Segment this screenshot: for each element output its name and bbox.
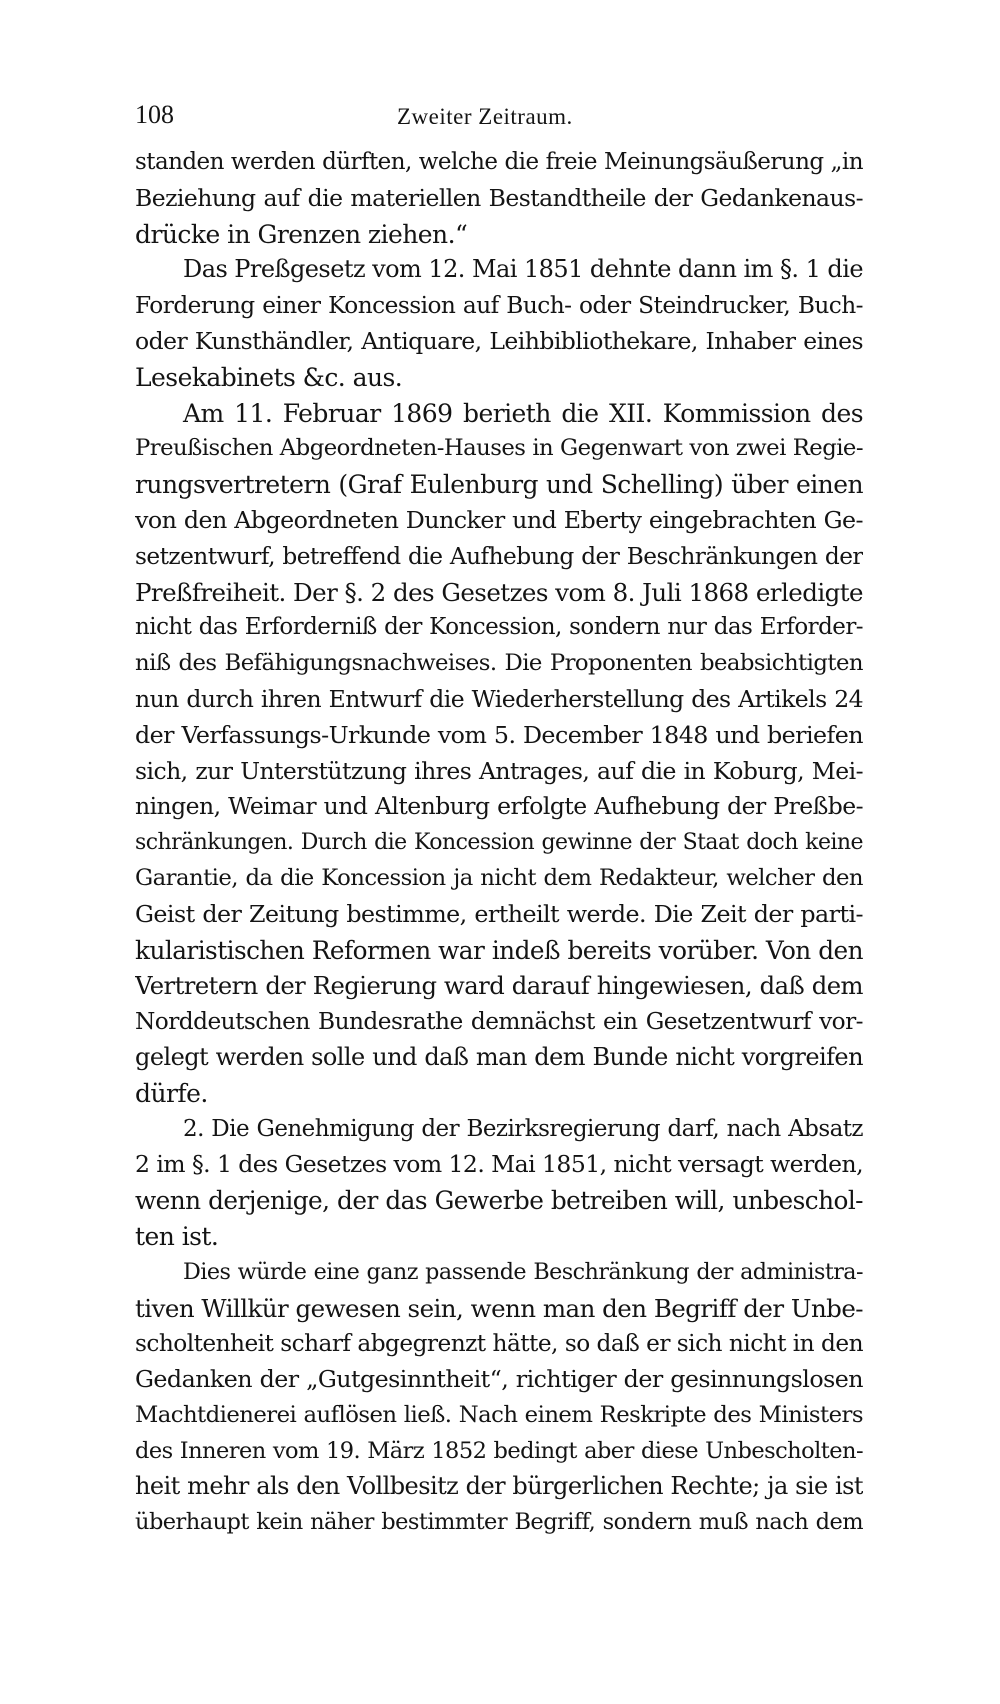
text-line: von den Abgeordneten Duncker und Eberty eingebrachten Ge-: [135, 505, 863, 534]
text-line: niß des Befähigungsnachweises. Die Proponenten beabsichtigten: [135, 650, 863, 677]
text-line: kularistischen Reformen war indeß bereits vorüber. Von den: [135, 935, 863, 965]
text-line: scholtenheit scharf abgegrenzt hätte, so daß er sich nicht in den: [135, 1330, 863, 1358]
text-line: Das Preßgesetz vom 12. Mai 1851 dehnte dann im §. 1 die: [183, 255, 863, 284]
running-head: Zweiter Zeitraum.: [397, 104, 573, 129]
text-line: Dies würde eine ganz passende Beschränkung der administra-: [183, 1258, 863, 1285]
page-header: [135, 100, 865, 140]
text-line: überhaupt kein näher bestimmter Begriff, sondern muß nach dem: [135, 1509, 863, 1536]
page-number: 108: [135, 100, 174, 129]
text-line: der Verfassungs-Urkunde vom 5. December 1848 und beriefen: [135, 720, 863, 749]
text-line: des Inneren vom 19. März 1852 bedingt aber diese Unbescholten-: [135, 1437, 863, 1464]
text-line: Machtdienerei auflösen ließ. Nach einem Reskripte des Ministers: [135, 1401, 863, 1428]
text-line: Gedanken der „Gutgesinntheit“, richtiger der gesinnungslosen: [135, 1365, 863, 1394]
text-line: sich, zur Unterstützung ihres Antrages, auf die in Koburg, Mei-: [135, 756, 863, 785]
text-line: nicht das Erforderniß der Koncession, sondern nur das Erforder-: [135, 614, 863, 641]
text-line: Vertretern der Regierung ward darauf hingewiesen, daß dem: [135, 971, 863, 1001]
text-line: standen werden dürften, welche die freie Meinungsäußerung „in: [135, 149, 863, 175]
text-line: heit mehr als den Vollbesitz der bürgerlichen Rechte; ja sie ist: [135, 1472, 863, 1501]
text-line: dürfe.: [135, 1078, 208, 1108]
text-line: Norddeutschen Bundesrathe demnächst ein Gesetzentwurf vor-: [135, 1008, 863, 1036]
text-line: nun durch ihren Entwurf die Wiederherstellung des Artikels 24: [135, 684, 863, 713]
text-line: ten ist.: [135, 1221, 219, 1251]
text-line: schränkungen. Durch die Koncession gewinne der Staat doch keine: [135, 830, 863, 856]
text-line: gelegt werden solle und daß man dem Bunde nicht vorgreifen: [135, 1042, 863, 1071]
text-line: Lesekabinets &c. aus.: [135, 362, 403, 392]
text-line: Preßfreiheit. Der §. 2 des Gesetzes vom 8. Juli 1868 erledigte: [135, 577, 863, 607]
text-line: tiven Willkür gewesen sein, wenn man den Begriff der Unbe-: [135, 1293, 863, 1323]
text-line: 2. Die Genehmigung der Bezirksregierung darf, nach Absatz: [183, 1115, 863, 1142]
text-line: drücke in Grenzen ziehen.“: [135, 219, 468, 249]
text-line: rungsvertretern (Graf Eulenburg und Schelling) über einen: [135, 470, 863, 500]
text-line: wenn derjenige, der das Gewerbe betreiben will, unbeschol-: [135, 1186, 863, 1216]
text-line: Geist der Zeitung bestimme, ertheilt werde. Die Zeit der parti-: [135, 899, 863, 928]
text-line: setzentwurf, betreffend die Aufhebung der Beschränkungen der: [135, 542, 863, 570]
text-line: 2 im §. 1 des Gesetzes vom 12. Mai 1851, nicht versagt werden,: [135, 1150, 863, 1179]
text-line: Forderung einer Koncession auf Buch- oder Steindrucker, Buch-: [135, 292, 863, 320]
text-line: Beziehung auf die materiellen Bestandtheile der Gedankenaus-: [135, 183, 863, 212]
body-text: [135, 145, 863, 1541]
text-line: ningen, Weimar und Altenburg erfolgte Aufhebung der Preßbe-: [135, 792, 863, 821]
text-line: Garantie, da die Koncession ja nicht dem Redakteur, welcher den: [135, 864, 863, 891]
text-line: oder Kunsthändler, Antiquare, Leihbibliothekare, Inhaber eines: [135, 326, 863, 355]
text-line: Preußischen Abgeordneten-Hauses in Gegenwart von zwei Regie-: [135, 435, 863, 462]
text-line: Am 11. Februar 1869 berieth die XII. Kommission des: [183, 398, 863, 428]
